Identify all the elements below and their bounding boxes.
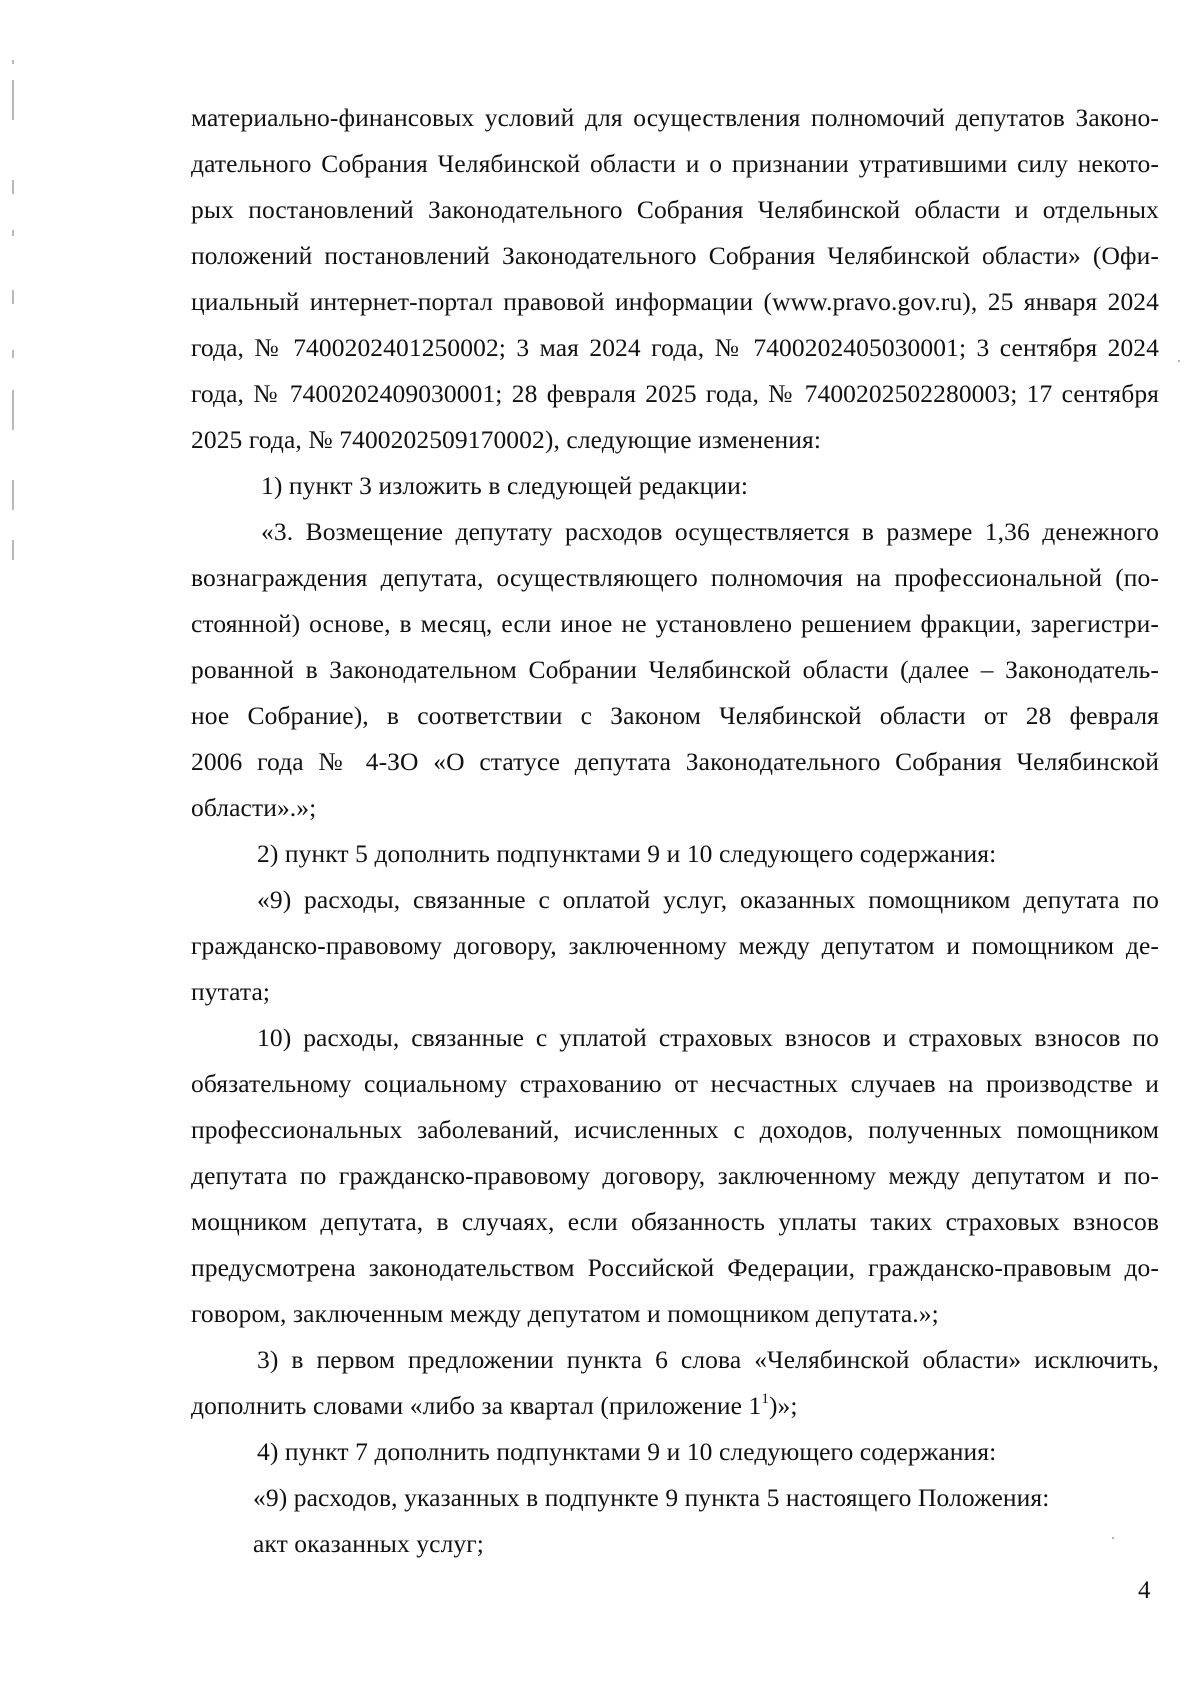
subitem-10-start: 10) расходы, связанные с уплатой страховых взносов и страховых взносов по [257,1023,1159,1052]
text-line: обязательному социальному страхованию от несчастных случаев на производстве и [191,1069,1159,1098]
text-line: 2006 года № 4-ЗО «О статусе депутата Законодательного Собрания Челябинской [191,747,1159,776]
amendment-item-4: 4) пункт 7 дополнить подпунктами 9 и 10 следующего содержания: [257,1437,997,1466]
text-line: области».»; [191,793,317,822]
scan-edge-marks [12,60,15,580]
text-line: депутата по гражданско-правовому договору, заключенному между депутатом и по- [191,1161,1159,1190]
text-line: вознаграждения депутата, осуществляющего полномочия на профессиональной (по- [191,563,1159,592]
amendment-item-2: 2) пункт 5 дополнить подпунктами 9 и 10 следующего содержания: [257,839,997,868]
text-line: дательного Собрания Челябинской области и о признании утратившими силу некото- [191,149,1159,178]
subitem-9-start: «9) расходов, указанных в подпункте 9 пункта 5 настоящего Положения: [253,1483,1050,1512]
text-line: положений постановлений Законодательного Собрания Челябинской области» (Офи- [191,241,1159,270]
text-line: акт оказанных услуг; [253,1529,484,1558]
amendment-item-3: 3) в первом предложении пункта 6 слова «Челябинской области» исключить, [257,1345,1159,1374]
text-fragment: дополнить словами «либо за квартал (приложение 1 [191,1391,762,1420]
text-line: рованной в Законодательном Собрании Челябинской области (далее – Законодатель- [191,655,1159,684]
quoted-paragraph-start: «3. Возмещение депутату расходов осуществляется в размере 1,36 денежного [261,517,1159,546]
text-line: профессиональных заболеваний, исчисленных с доходов, полученных помощником [191,1115,1159,1144]
text-line: циальный интернет-портал правовой информации (www.pravo.gov.ru), 25 января 2024 [191,287,1159,316]
text-line: ное Собрание), в соответствии с Законом Челябинской области от 28 февраля [191,701,1159,730]
amendment-item-1: 1) пункт 3 изложить в следующей редакции: [261,471,749,500]
text-line: гражданско-правовому договору, заключенному между депутатом и помощником де- [191,931,1159,960]
text-fragment: )»; [768,1391,798,1420]
text-line: года, № 7400202401250002; 3 мая 2024 года, № 7400202405030001; 3 сентября 2024 [191,333,1159,362]
text-line: рых постановлений Законодательного Собрания Челябинской области и отдельных [191,195,1159,224]
text-line: мощником депутата, в случаях, если обязанность уплаты таких страховых взносов [191,1207,1159,1236]
superscript: 1 [761,1391,769,1407]
text-line: предусмотрена законодательством Российской Федерации, гражданско-правовым до- [191,1253,1159,1282]
page-number: 4 [1138,1577,1151,1604]
document-body [191,95,1159,1567]
text-line [191,1383,1159,1429]
text-line: материально-финансовых условий для осуществления полномочий депутатов Законо- [191,103,1159,132]
text-line: говором, заключенным между депутатом и помощником депутата.»; [191,1299,939,1328]
subitem-9-start: «9) расходы, связанные с оплатой услуг, оказанных помощником депутата по [257,885,1159,914]
text-line: 2025 года, № 7400202509170002), следующие изменения: [191,425,822,454]
text-line: стоянной) основе, в месяц, если иное не установлено решением фракции, зарегистри- [191,609,1159,638]
scan-speck [1178,360,1180,362]
text-line: года, № 7400202409030001; 28 февраля 2025 года, № 7400202502280003; 17 сентября [191,379,1159,408]
text-line: путата; [191,977,271,1006]
